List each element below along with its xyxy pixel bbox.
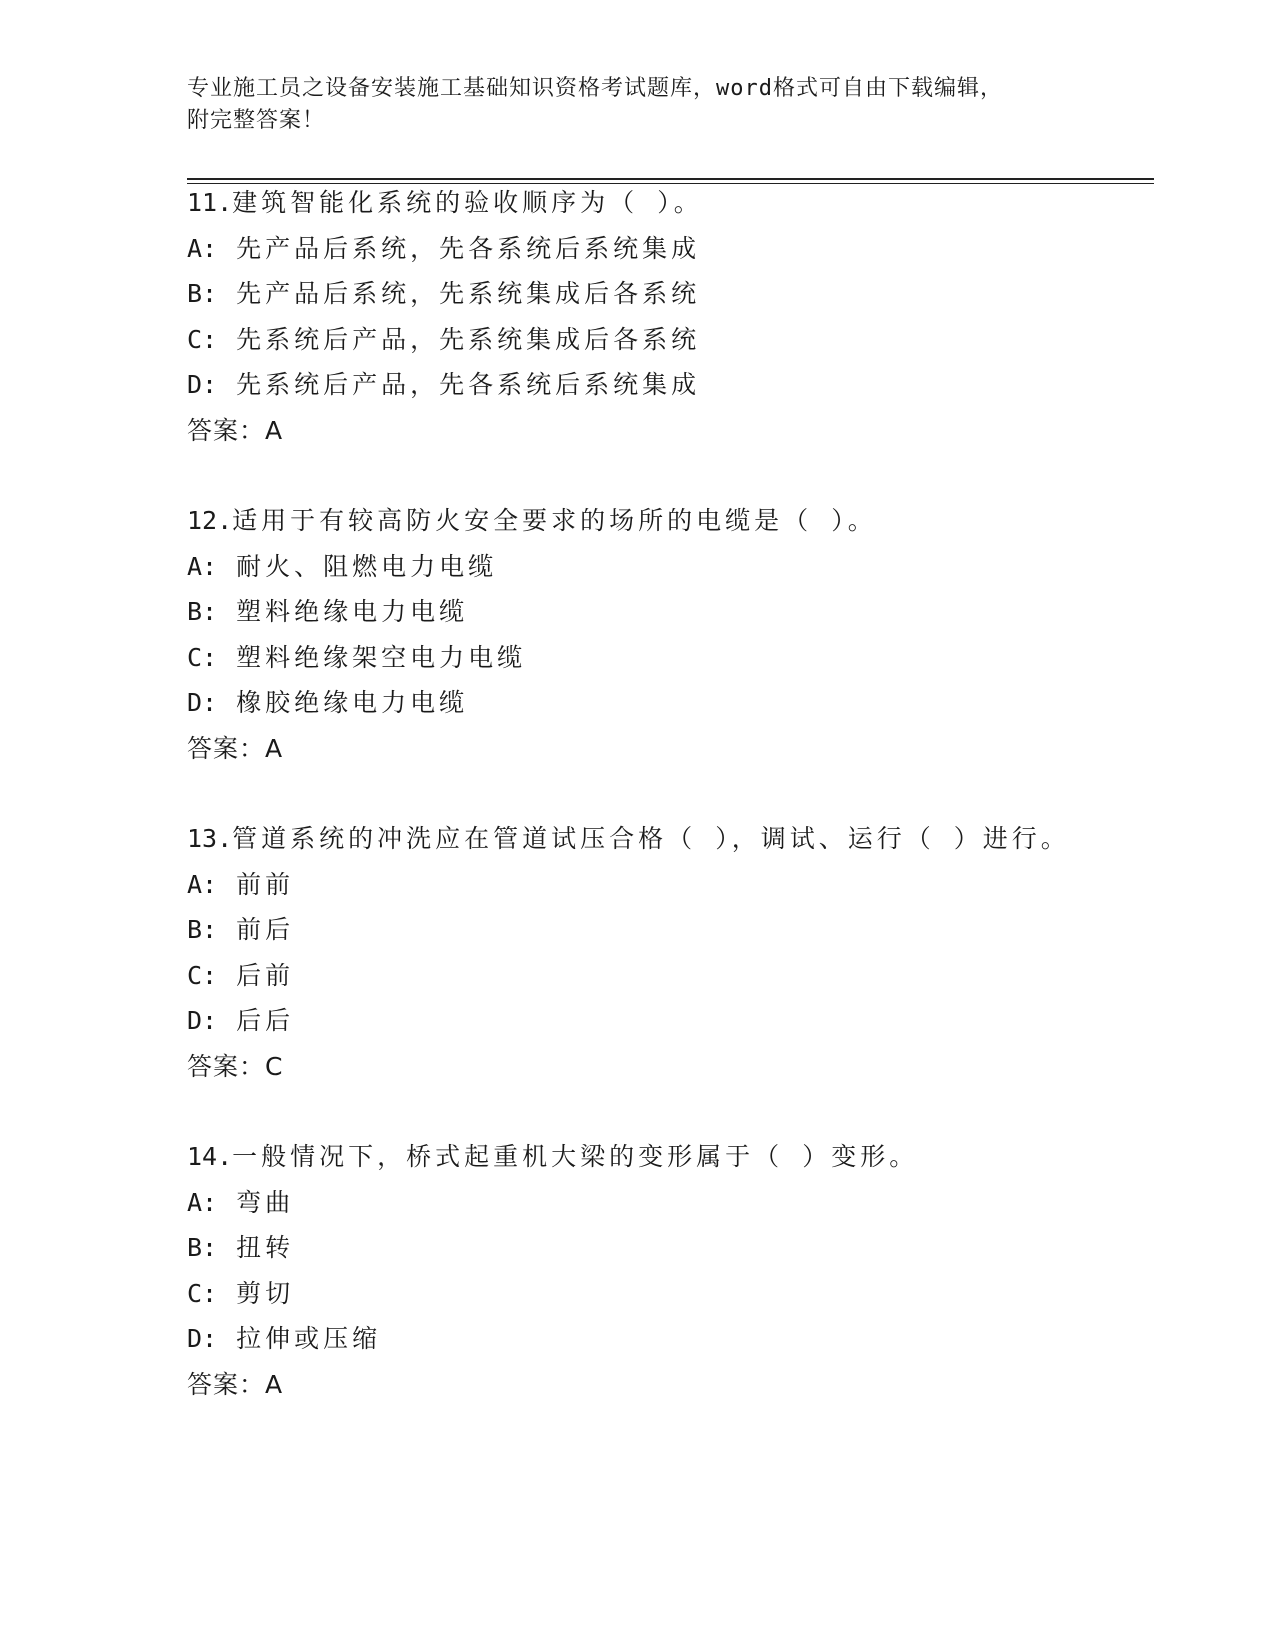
option-text: 弯曲 [236,1187,295,1217]
option-text: 前前 [236,869,295,899]
option-d [187,998,1187,1044]
answer-label: 答案： [187,733,266,763]
option-c [187,635,1187,681]
question-number: 11. [187,188,233,217]
question-stem [187,180,1187,226]
header-line-2: 附完整答案！ [187,108,326,133]
answer-value: C [265,1051,284,1081]
option-c [187,953,1187,999]
option-b [187,271,1187,317]
option-text: 剪切 [236,1278,295,1308]
option-letter: A: [187,551,218,581]
document-header [187,73,1087,137]
question-number: 12. [187,506,233,535]
option-letter: B: [187,1233,218,1262]
option-text: 塑料绝缘架空电力电缆 [236,642,527,672]
option-text: 先系统后产品，先各系统后系统集成 [236,370,701,399]
option-c [187,1271,1187,1317]
answer-label: 答案： [187,415,266,445]
question-text: 建筑智能化系统的验收顺序为（ ）。 [232,188,703,217]
question-text: 管道系统的冲洗应在管道试压合格（ ），调试、运行（ ）进行。 [232,824,1070,853]
option-letter: C: [187,642,218,672]
question-text: 一般情况下，桥式起重机大梁的变形属于（ ）变形。 [232,1142,919,1171]
question-12 [187,498,1187,771]
option-letter: D: [187,370,218,399]
option-text: 后前 [236,960,295,990]
question-stem [187,816,1187,862]
option-letter: D: [187,1006,218,1035]
answer-line [187,726,1187,772]
option-text: 拉伸或压缩 [236,1324,382,1353]
answer-line [187,408,1187,454]
option-b [187,589,1187,635]
option-letter: A: [187,869,218,899]
option-letter: D: [187,688,218,717]
option-letter: C: [187,324,218,354]
question-number: 13. [187,824,233,853]
question-text: 适用于有较高防火安全要求的场所的电缆是（ ）。 [232,506,877,535]
option-letter: A: [187,233,218,263]
option-d [187,362,1187,408]
option-letter: B: [187,915,218,944]
option-text: 先系统后产品，先系统集成后各系统 [236,324,701,354]
question-number: 14. [187,1142,233,1171]
option-c [187,317,1187,363]
question-stem [187,1134,1187,1180]
option-d [187,680,1187,726]
answer-label: 答案： [187,1051,266,1081]
option-text: 扭转 [236,1233,295,1262]
option-text: 耐火、阻燃电力电缆 [236,551,498,581]
question-13 [187,816,1187,1089]
option-text: 塑料绝缘电力电缆 [236,597,469,626]
header-line-1: 专业施工员之设备安装施工基础知识资格考试题库，word格式可自由下载编辑， [187,76,1003,101]
question-14 [187,1134,1187,1407]
answer-value: A [265,415,284,445]
option-letter: C: [187,1278,218,1308]
option-d [187,1316,1187,1362]
option-text: 橡胶绝缘电力电缆 [236,688,469,717]
option-text: 先产品后系统，先各系统后系统集成 [236,233,701,263]
option-a [187,226,1187,272]
option-letter: D: [187,1324,218,1353]
answer-label: 答案： [187,1369,266,1399]
answer-line [187,1362,1187,1408]
option-text: 前后 [236,915,295,944]
option-letter: B: [187,279,218,308]
option-a [187,1180,1187,1226]
answer-value: A [265,733,284,763]
question-stem [187,498,1187,544]
option-letter: B: [187,597,218,626]
option-a [187,544,1187,590]
option-b [187,907,1187,953]
question-11 [187,180,1187,453]
option-b [187,1225,1187,1271]
option-text: 后后 [236,1006,295,1035]
answer-value: A [265,1369,284,1399]
option-a [187,862,1187,908]
option-text: 先产品后系统，先系统集成后各系统 [236,279,701,308]
answer-line [187,1044,1187,1090]
option-letter: A: [187,1187,218,1217]
option-letter: C: [187,960,218,990]
